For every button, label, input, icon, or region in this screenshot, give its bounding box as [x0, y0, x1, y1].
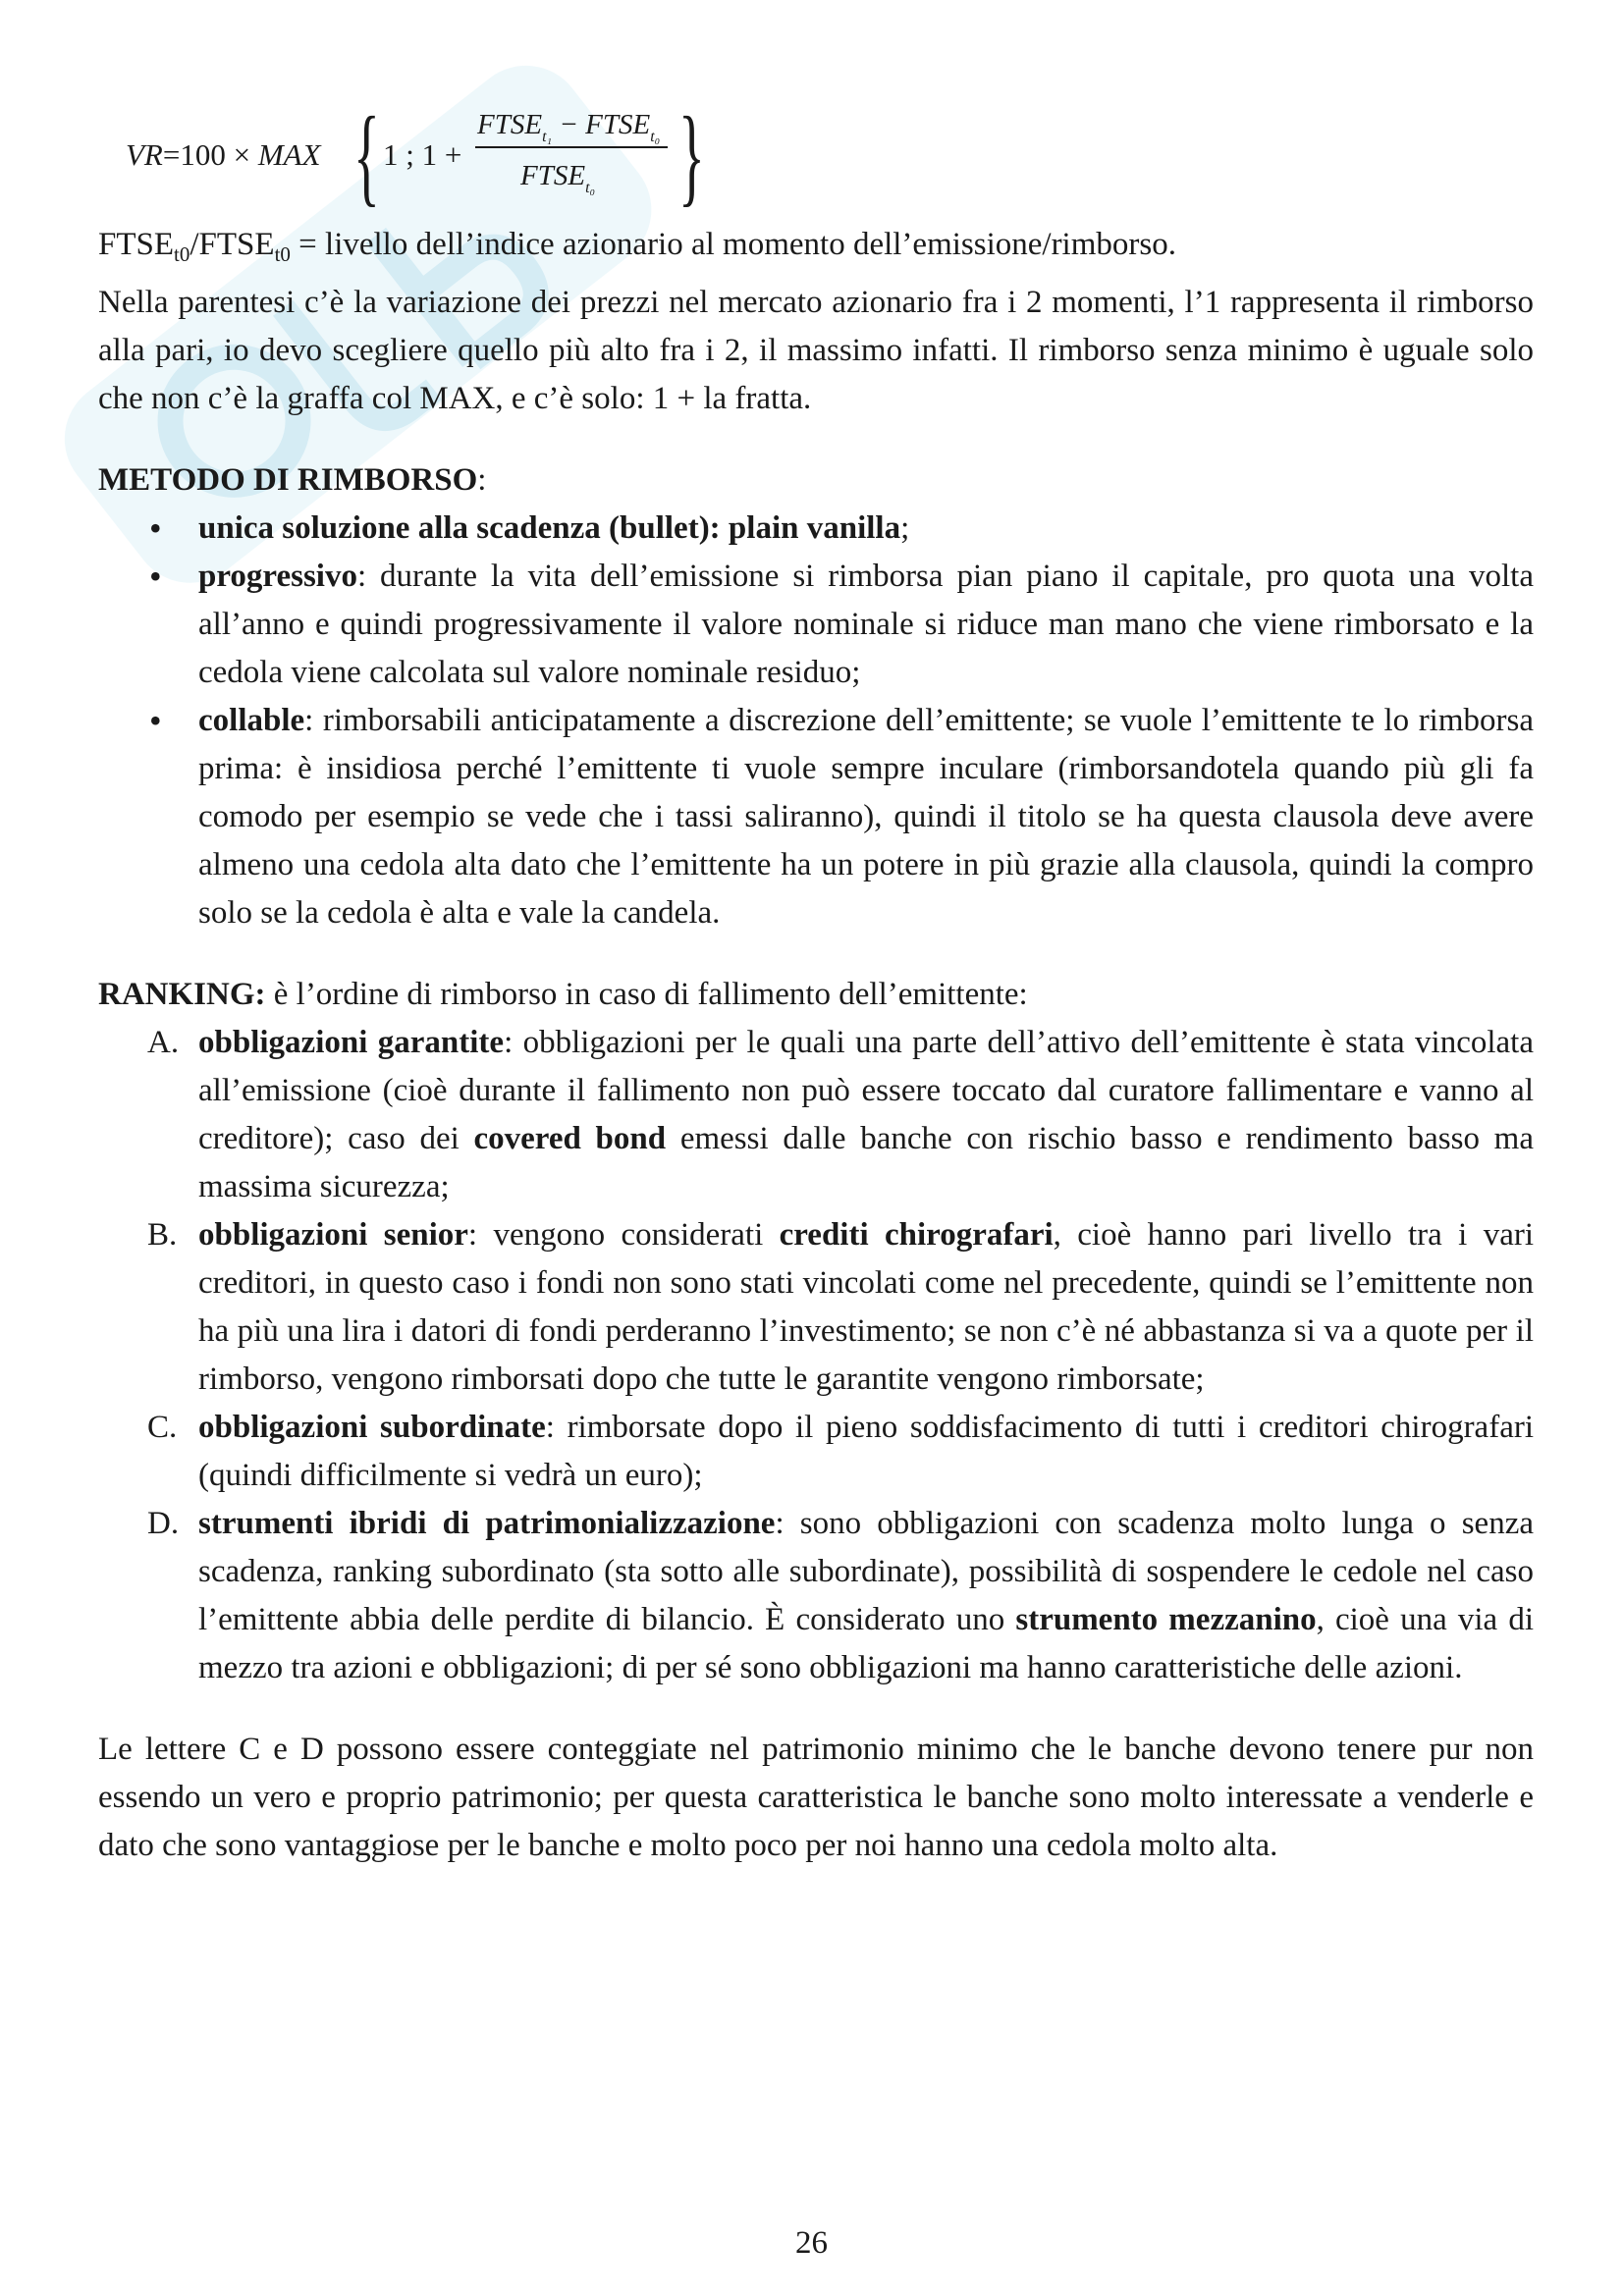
document-page	[98, 93, 1534, 1870]
ftse-definition: $FTSE_{t0}/FTSE_{t0}$ = livello dell’indice azionario al momento dell’emissione/rimborso.	[98, 227, 1176, 266]
formula-equals: =100 ×	[162, 137, 251, 172]
formula-lhs	[126, 131, 321, 179]
formula-fraction-bar	[475, 146, 668, 148]
redemption-formula	[126, 93, 1534, 221]
ranking-list	[98, 1019, 1534, 1692]
page-number: 26	[795, 2225, 828, 2261]
formula-inner-prefix: 1 ; 1 +	[383, 137, 462, 172]
formula-denominator: $FTSE_{t_0}$	[520, 160, 596, 196]
list-item: B. obbligazioni senior: vengono considerati crediti chirografari, cioè hanno pari livello tra i vari creditori, in questo caso i fondi non sono stati vincolati come nel precedente, quindi se l’emittente non ha più una lira i datori di fondi perderanno l’investimento; se non c’è né abbastanza si va a quote per il rimborso, vengono rimborsati dopo che tutte le garantite vengono rimborsate;	[147, 1217, 1534, 1397]
formula-numerator: $FTSE_{t_1}$ − $FTSE_{t_0}$	[477, 109, 661, 145]
formula-brace-open: {	[353, 95, 380, 217]
rimborso-list	[98, 505, 1534, 937]
ranking-heading: RANKING: è l’ordine di rimborso in caso di fallimento dell’emittente:	[98, 977, 1028, 1012]
list-item: D. strumenti ibridi di patrimonializzazione: sono obbligazioni con scadenza molto lunga o senza scadenza, ranking subordinato (sta sotto alle subordinate), possibilità di sospendere le cedole nel caso l’emittente abbia delle perdite di bilancio. È considerato uno strumento mezzanino, cioè una via di mezzo tra azioni e obbligazioni; di per sé sono obbligazioni ma hanno caratteristiche delle azioni.	[147, 1506, 1534, 1685]
formula-vr: VR	[126, 137, 163, 172]
list-item: C. obbligazioni subordinate: rimborsate dopo il pieno soddisfacimento di tutti i creditori chirografari (quindi difficilmente si vedrà un euro);	[147, 1410, 1534, 1493]
list-item: • progressivo: durante la vita dell’emissione si rimborsa pian piano il capitale, pro quota una volta all’anno e quindi progressivamente il valore nominale si riduce man mano che viene rimborsato e la cedola viene calcolata sul valore nominale residuo;	[98, 553, 1534, 697]
formula-explanation: Nella parentesi c’è la variazione dei prezzi nel mercato azionario fra i 2 momenti, l’1 rappresenta il rimborso alla pari, io devo scegliere quello più alto fra i 2, il massimo infatti. Il rimborso senza minimo è uguale solo che non c’è la graffa col MAX, e c’è solo: 1 + la fratta.	[98, 285, 1534, 416]
closing-paragraph: Le lettere C e D possono essere conteggiate nel patrimonio minimo che le banche devono tenere pur non essendo un vero e proprio patrimonio; per questa caratteristica le banche sono molto interessate a venderle e dato che sono vantaggiose per le banche e molto poco per noi hanno una cedola molto alta.	[98, 1732, 1534, 1863]
list-item: • unica soluzione alla scadenza (bullet): plain vanilla;	[98, 505, 1534, 553]
list-item: • collable: rimborsabili anticipatamente a discrezione dell’emittente; se vuole l’emittente te lo rimborsa prima: è insidiosa perché l’emittente ti vuole sempre inculare (rimborsandotela quando più gli fa comodo per esempio se vede che i tassi saliranno), quindi il titolo se ha questa clausola deve avere almeno una cedola alta dato che l’emittente ha un potere in più grazie alla clausola, quindi la compro solo se la cedola è alta e vale la candela.	[98, 697, 1534, 937]
formula-max: MAX	[257, 137, 321, 172]
formula-brace-close: }	[678, 95, 705, 217]
rimborso-heading: METODO DI RIMBORSO:	[98, 462, 487, 498]
list-item: A. obbligazioni garantite: obbligazioni per le quali una parte dell’attivo dell’emittente è stata vincolata all’emissione (cioè durante il fallimento non può essere toccato dal curatore fallimentare e vanno al creditore); caso dei covered bond emessi dalle banche con rischio basso e rendimento basso ma massima sicurezza;	[147, 1025, 1534, 1204]
